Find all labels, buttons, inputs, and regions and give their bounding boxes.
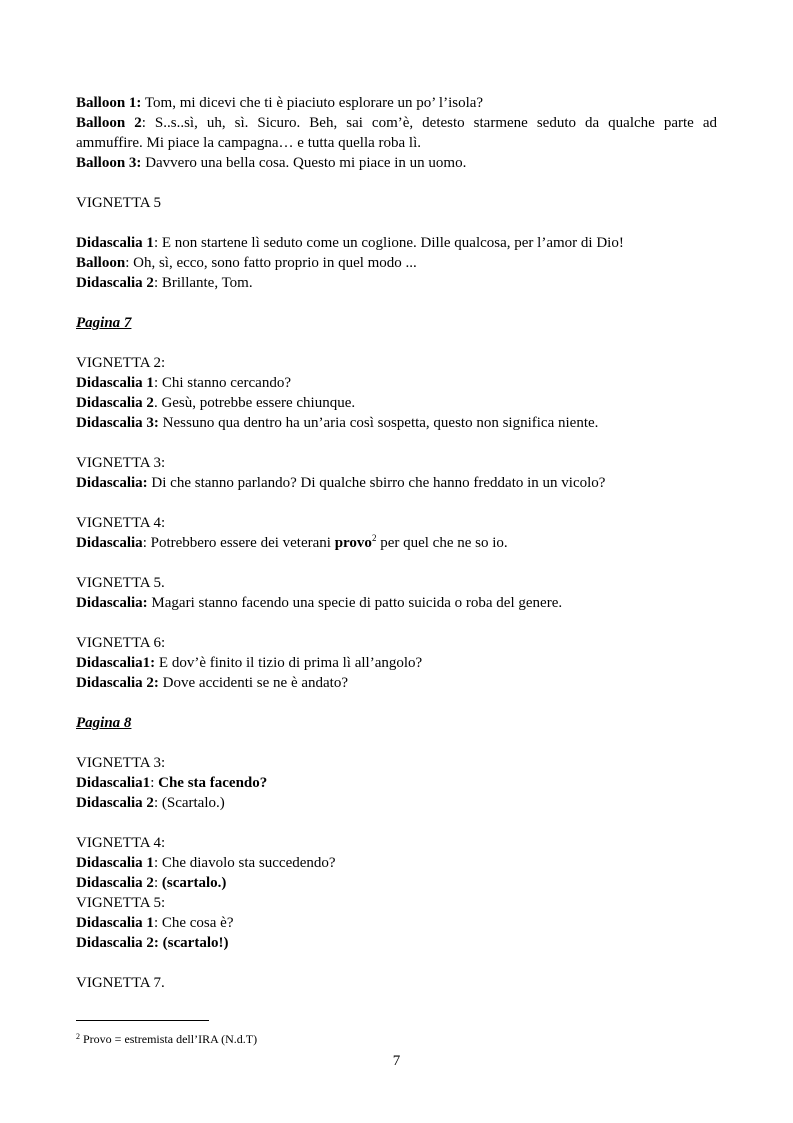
speaker-label: Didascalia 1	[76, 375, 154, 391]
caption-line	[76, 233, 717, 253]
dialogue-text: (scartalo!)	[162, 935, 229, 951]
dialogue-text: Davvero una bella cosa. Questo mi piace in un uomo.	[141, 155, 467, 171]
panel-heading: VIGNETTA 4:	[76, 515, 166, 531]
speaker-label: Didascalia	[76, 535, 143, 551]
balloon-line-continued: ammuffire. Mi piace la campagna… e tutta quella roba lì.	[76, 135, 422, 151]
page-section-title: Pagina 8	[76, 715, 132, 731]
dialogue-text: (scartalo.)	[161, 875, 227, 891]
panel-heading: VIGNETTA 5	[76, 195, 162, 211]
panel-heading: VIGNETTA 4:	[76, 835, 166, 851]
dialogue-text: Dove accidenti se ne è andato?	[158, 675, 348, 691]
speaker-label: Didascalia 1	[76, 855, 154, 871]
caption-line	[76, 873, 717, 893]
dialogue-text: : Potrebbero essere dei veterani	[142, 535, 335, 551]
footnote	[76, 1031, 257, 1047]
footnote-reference[interactable]: 2	[371, 533, 377, 543]
panel-heading: VIGNETTA 5:	[76, 895, 166, 911]
dialogue-text: E dov’è finito il tizio di prima lì all’angolo?	[155, 655, 423, 671]
caption-line	[76, 413, 717, 433]
speaker-label: Didascalia 1	[76, 915, 154, 931]
caption-line	[76, 653, 717, 673]
dialogue-text: Che sta facendo?	[158, 775, 268, 791]
caption-line	[76, 373, 717, 393]
caption-line	[76, 913, 717, 933]
caption-line	[76, 793, 717, 813]
caption-line	[76, 273, 717, 293]
panel-heading: VIGNETTA 3:	[76, 455, 166, 471]
caption-line	[76, 393, 717, 413]
dialogue-text: : (Scartalo.)	[153, 795, 225, 811]
speaker-label: Didascalia 2:	[76, 675, 159, 691]
speaker-label: Didascalia 3:	[76, 415, 159, 431]
caption-line	[76, 933, 717, 953]
speaker-label: Didascalia 1	[76, 235, 154, 251]
speaker-label: Didascalia 2:	[76, 935, 159, 951]
speaker-label: Balloon	[76, 255, 126, 271]
dialogue-text: Magari stanno facendo una specie di patto suicida o roba del genere.	[147, 595, 563, 611]
panel-heading: VIGNETTA 2:	[76, 355, 166, 371]
balloon-line	[76, 253, 717, 273]
document-body	[76, 93, 717, 993]
caption-line	[76, 773, 717, 793]
footnote-text: Provo = estremista dell’IRA (N.d.T)	[80, 1032, 258, 1046]
speaker-label: Didascalia 2	[76, 875, 154, 891]
dialogue-text: : E non startene lì seduto come un coglione. Dille qualcosa, per l’amor di Dio!	[153, 235, 624, 251]
speaker-label: Didascalia 2	[76, 275, 154, 291]
panel-heading: VIGNETTA 7.	[76, 975, 165, 991]
separator: :	[150, 775, 159, 791]
panel-heading: VIGNETTA 3:	[76, 755, 166, 771]
page-section-title: Pagina 7	[76, 315, 132, 331]
dialogue-text: : Chi stanno cercando?	[153, 375, 291, 391]
dialogue-text: Di che stanno parlando? Di qualche sbirro che hanno freddato in un vicolo?	[147, 475, 606, 491]
speaker-label: Balloon 1:	[76, 95, 142, 111]
page-number: 7	[392, 1053, 401, 1069]
caption-line	[76, 673, 717, 693]
dialogue-text: : Che cosa è?	[153, 915, 234, 931]
footnote-divider	[76, 1020, 209, 1021]
speaker-label: Balloon 3:	[76, 155, 142, 171]
dialogue-text: : S..s..sì, uh, sì. Sicuro. Beh, sai com’è, detesto starmene seduto da qualche parte ad	[141, 115, 717, 131]
caption-line	[76, 473, 717, 493]
dialogue-text: Tom, mi dicevi che ti è piaciuto esplorare un po’ l’isola?	[141, 95, 484, 111]
dialogue-text: : Brillante, Tom.	[153, 275, 253, 291]
separator: :	[153, 875, 162, 891]
speaker-label: Didascalia 2	[76, 795, 154, 811]
speaker-label: Didascalia1:	[76, 655, 156, 671]
speaker-label: Didascalia:	[76, 595, 148, 611]
dialogue-text: per quel che ne so io.	[376, 535, 508, 551]
panel-heading: VIGNETTA 6:	[76, 635, 166, 651]
balloon-line	[76, 93, 717, 113]
speaker-label: Didascalia1	[76, 775, 151, 791]
dialogue-text: . Gesù, potrebbe essere chiunque.	[153, 395, 356, 411]
dialogue-text: Nessuno qua dentro ha un’aria così sospetta, questo non significa niente.	[158, 415, 599, 431]
caption-line	[76, 853, 717, 873]
caption-line	[76, 533, 717, 553]
footnote-marker: 2	[76, 1032, 80, 1041]
caption-line	[76, 593, 717, 613]
speaker-label: Balloon 2	[76, 115, 142, 131]
panel-heading: VIGNETTA 5.	[76, 575, 165, 591]
dialogue-text: : Che diavolo sta succedendo?	[153, 855, 336, 871]
emphasized-term: provo	[334, 535, 372, 551]
speaker-label: Didascalia 2	[76, 395, 154, 411]
speaker-label: Didascalia:	[76, 475, 148, 491]
balloon-line	[76, 113, 717, 133]
balloon-line	[76, 153, 717, 173]
dialogue-text: : Oh, sì, ecco, sono fatto proprio in quel modo ...	[125, 255, 417, 271]
